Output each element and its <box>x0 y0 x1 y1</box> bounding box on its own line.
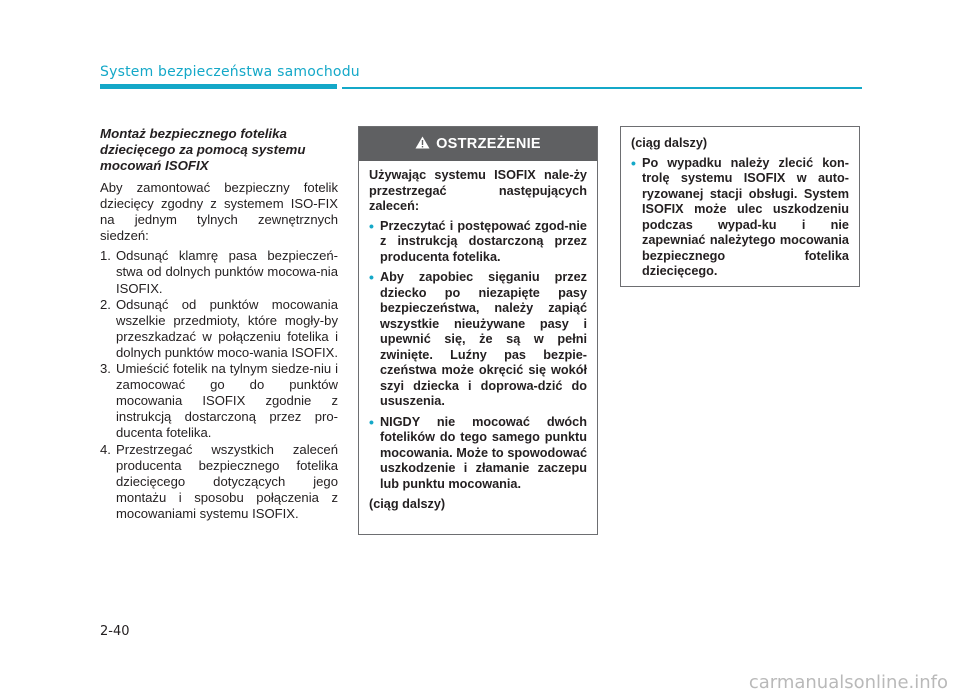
header-rule-thick <box>100 84 337 89</box>
warning-bullets <box>369 219 587 493</box>
bullet-icon: • <box>631 154 636 171</box>
bullet-text: Po wypadku należy zlecić kon-trolę systemu ISOFIX w auto-ryzowanej stacji obsługi. System ISOFIX może ulec uszkodzeniu podczas wypad-ku i nie zapewniać należytego mocowania bezpiecznego fotelika dziecięcego. <box>642 155 849 278</box>
bullet-text: Przeczytać i postępować zgod-nie z instrukcją dostarczoną przez producenta fotelika. <box>380 218 587 264</box>
warning-triangle-icon <box>415 136 430 153</box>
step-item <box>100 442 338 522</box>
continuation-box <box>620 126 860 287</box>
warning-body <box>359 161 597 513</box>
step-text: Przestrzegać wszystkich zaleceń producenta bezpiecznego fotelika dziecięcego dotyczących jego montażu i sposobu połączenia z mocowaniami systemu ISOFIX. <box>116 441 338 521</box>
bullet-icon: • <box>369 413 374 430</box>
bullet-text: NIGDY nie mocować dwóch fotelików do tego samego punktu mocowania. Może to spowodować uszkodzenie i złamanie zaczepu lub punktu mocowania. <box>380 414 587 491</box>
continuation-body <box>621 127 859 280</box>
bullet-icon: • <box>369 217 374 234</box>
step-text: Odsunąć klamrę pasa bezpieczeń-stwa od dolnych punktów mocowa-nia ISOFIX. <box>116 248 338 296</box>
intro-paragraph: Aby zamontować bezpieczny fotelik dziecięcy zgodny z systemem ISO-FIX na jednym tylnych zewnętrznych siedzeń: <box>100 180 338 244</box>
warning-bullet <box>369 219 587 266</box>
warning-bullet <box>369 415 587 493</box>
continuation-label: (ciąg dalszy) <box>631 136 708 150</box>
section-heading: Montaż bezpiecznego fotelika dziecięcego za pomocą systemu mocowań ISOFIX <box>100 126 306 173</box>
step-item <box>100 361 338 441</box>
step-text: Odsunąć od punktów mocowania wszelkie przedmioty, które mogły-by przeszkadzać w połączeniu fotelika i dolnych punktów moco-wania ISOFIX. <box>116 296 338 360</box>
step-number: 1. <box>100 248 111 264</box>
step-number: 3. <box>100 361 111 377</box>
step-text: Umieścić fotelik na tylnym siedze-niu i zamocować go do punktów mocowania ISOFIX zgodnie z instrukcją dostarczoną przez pro-ducenta fotelika. <box>116 361 338 441</box>
warning-header <box>359 127 597 161</box>
page-number: 2-40 <box>100 624 130 639</box>
continued-label: (ciąg dalszy) <box>369 497 446 511</box>
warning-intro: Używając systemu ISOFIX nale-ży przestrzegać następujących zaleceń: <box>369 168 587 213</box>
header-rule-thin <box>342 87 862 89</box>
step-item <box>100 248 338 296</box>
continuation-bullets <box>631 156 849 280</box>
step-number: 2. <box>100 296 111 312</box>
warning-bullet <box>369 270 587 410</box>
step-number: 4. <box>100 441 111 457</box>
step-item <box>100 297 338 361</box>
left-column <box>100 126 338 522</box>
continuation-bullet <box>631 156 849 280</box>
footer-watermark[interactable]: carmanualsonline.info <box>748 672 948 693</box>
section-header: System bezpieczeństwa samochodu <box>100 64 360 80</box>
steps-list <box>100 248 338 522</box>
warning-title: OSTRZEŻENIE <box>436 136 541 152</box>
warning-box <box>358 126 598 535</box>
bullet-text: Aby zapobiec sięganiu przez dziecko po niezapięte pasy bezpieczeństwa, należy zapiąć wszystkie nieużywane pasy i upewnić się, że są w pełni zwinięte. Luźny pas bezpie-czeństwa może okręcić się wokół szyi dziecka i doprowa-dzić do ususzenia. <box>380 270 587 408</box>
bullet-icon: • <box>369 269 374 285</box>
